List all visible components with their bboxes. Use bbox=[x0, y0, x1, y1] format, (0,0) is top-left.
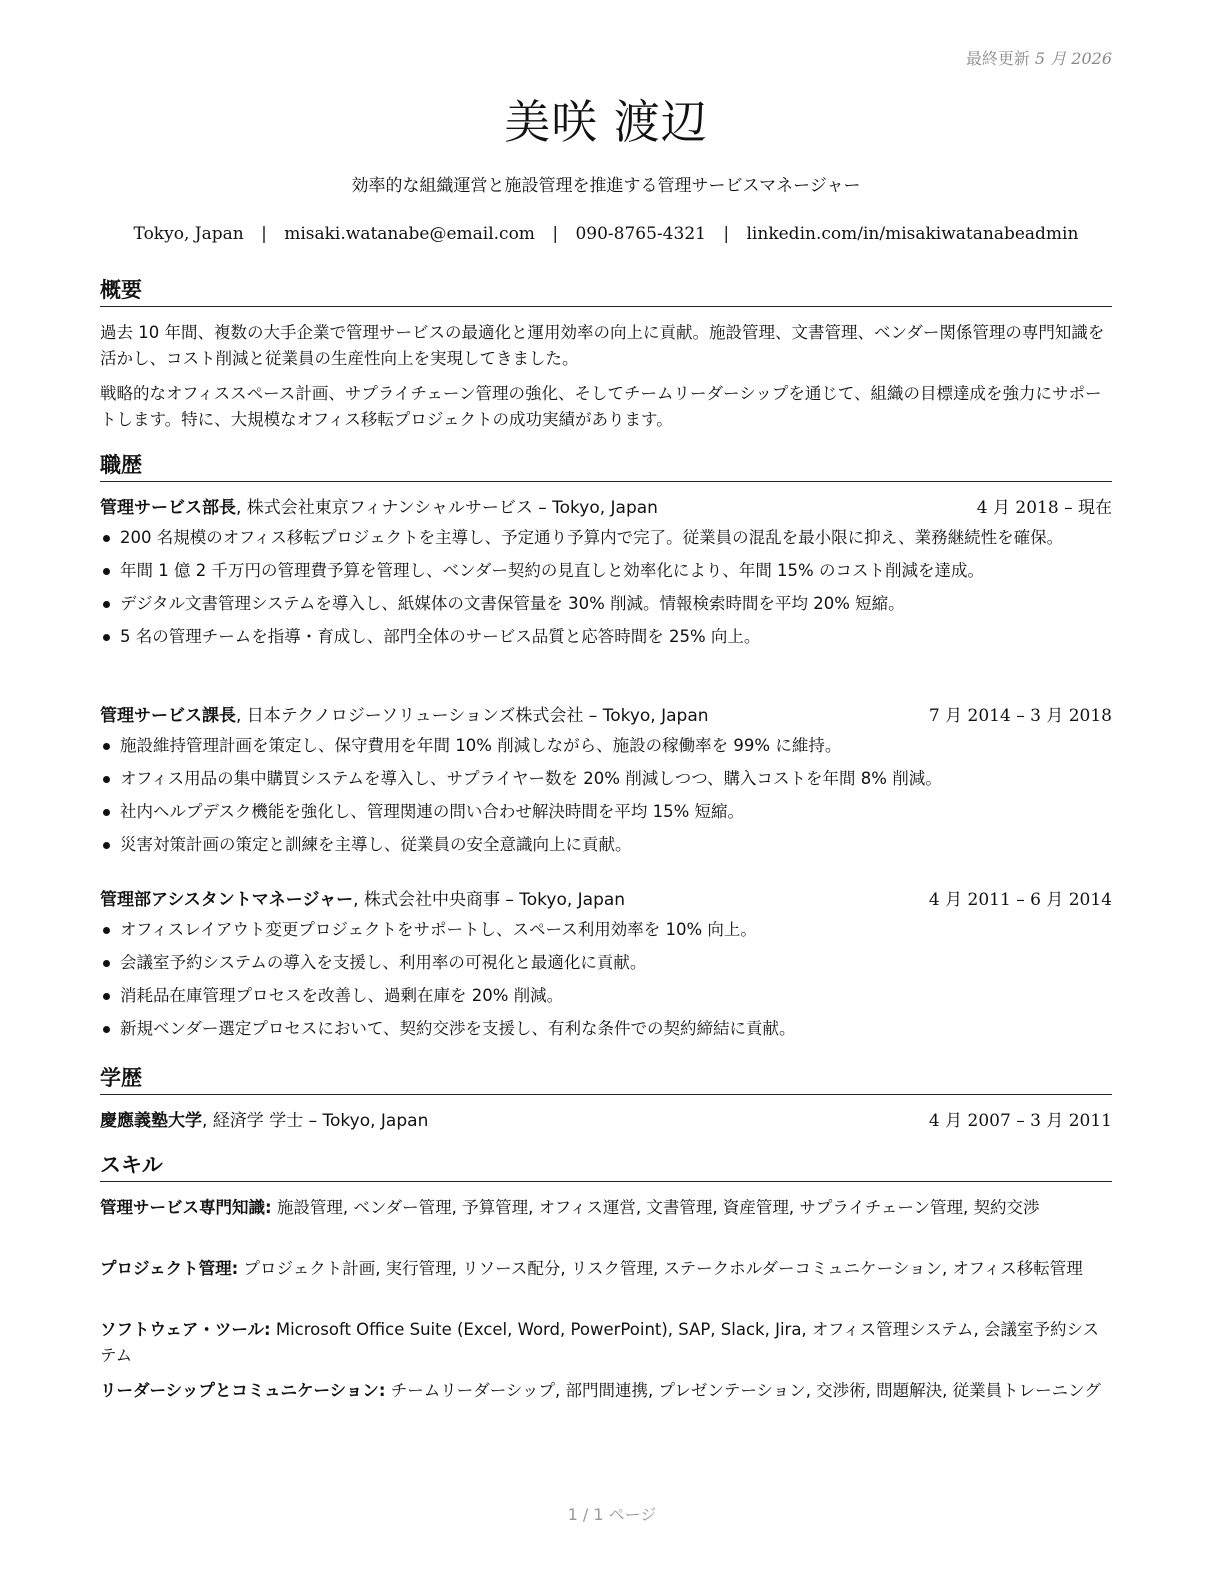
section-title-summary: 概要 bbox=[100, 277, 1112, 307]
page-number: 1 / 1 ページ bbox=[567, 1505, 657, 1524]
job-title: 管理サービス課長 bbox=[100, 706, 236, 726]
section-title-education: 学歴 bbox=[100, 1065, 1112, 1095]
list-item: 消耗品在庫管理プロセスを改善し、過剰在庫を 20% 削減。 bbox=[100, 983, 1112, 1009]
skill-value: 施設管理, ベンダー管理, 予算管理, オフィス運営, 文書管理, 資産管理, サプライチェーン管理, 契約交渉 bbox=[271, 1198, 1040, 1217]
contact-email[interactable]: misaki.watanabe@email.com bbox=[284, 224, 535, 244]
list-item: 年間 1 億 2 千万円の管理費予算を管理し、ベンダー契約の見直しと効率化により、年間 15% のコスト削減を達成。 bbox=[100, 558, 1112, 584]
list-item: 施設維持管理計画を策定し、保守費用を年間 10% 削減しながら、施設の稼働率を 99% に維持。 bbox=[100, 733, 1112, 759]
contact-separator: | bbox=[552, 224, 559, 244]
last-updated-prefix: 最終更新 bbox=[965, 49, 1030, 68]
job-bullets bbox=[100, 733, 1112, 865]
list-item: オフィス用品の集中購買システムを導入し、サプライヤー数を 20% 削減しつつ、購入コストを年間 8% 削減。 bbox=[100, 766, 1112, 792]
job-title: 管理部アシスタントマネージャー bbox=[100, 890, 354, 910]
tagline: 効率的な組織運営と施設管理を推進する管理サービスマネージャー bbox=[351, 176, 861, 196]
education-school: 慶應義塾大学 bbox=[100, 1111, 202, 1131]
contact-line bbox=[100, 224, 1112, 244]
job-heading bbox=[100, 704, 1112, 728]
contact-location: Tokyo, Japan bbox=[133, 224, 244, 244]
skill-row bbox=[100, 1317, 1112, 1369]
list-item: デジタル文書管理システムを導入し、紙媒体の文書保管量を 30% 削減。情報検索時間を平均 20% 短縮。 bbox=[100, 591, 1112, 617]
list-item: 災害対策計画の策定と訓練を主導し、従業員の安全意識向上に貢献。 bbox=[100, 832, 1112, 858]
job-heading bbox=[100, 888, 1112, 912]
job-bullets bbox=[100, 917, 1112, 1049]
education-degree: , 経済学 学士 – Tokyo, Japan bbox=[202, 1111, 429, 1131]
skill-row bbox=[100, 1195, 1112, 1221]
candidate-name: 美咲 渡辺 bbox=[504, 95, 708, 149]
list-item: 5 名の管理チームを指導・育成し、部門全体のサービス品質と応答時間を 25% 向上。 bbox=[100, 624, 1112, 650]
skill-label: リーダーシップとコミュニケーション: bbox=[100, 1381, 386, 1400]
list-item: 社内ヘルプデスク機能を強化し、管理関連の問い合わせ解決時間を平均 15% 短縮。 bbox=[100, 799, 1112, 825]
job-title: 管理サービス部長 bbox=[100, 498, 236, 518]
job-company: , 日本テクノロジーソリューションズ株式会社 – Tokyo, Japan bbox=[236, 706, 709, 726]
job-heading bbox=[100, 496, 1112, 520]
skill-value: Microsoft Office Suite (Excel, Word, PowerPoint), SAP, Slack, Jira, オフィス管理システム, 会議室予約システム bbox=[100, 1320, 1099, 1365]
skill-row bbox=[100, 1256, 1112, 1282]
skill-label: ソフトウェア・ツール: bbox=[100, 1320, 271, 1339]
section-title-skills: スキル bbox=[100, 1152, 1112, 1182]
section-title-experience: 職歴 bbox=[100, 452, 1112, 482]
list-item: オフィスレイアウト変更プロジェクトをサポートし、スペース利用効率を 10% 向上。 bbox=[100, 917, 1112, 943]
job-dates: 7 月 2014 – 3 月 2018 bbox=[928, 706, 1112, 726]
skill-value: チームリーダーシップ, 部門間連携, プレゼンテーション, 交渉術, 問題解決, 従業員トレーニング bbox=[385, 1381, 1101, 1400]
education-dates: 4 月 2007 – 3 月 2011 bbox=[928, 1111, 1112, 1131]
skill-value: プロジェクト計画, 実行管理, リソース配分, リスク管理, ステークホルダーコミュニケーション, オフィス移転管理 bbox=[238, 1259, 1083, 1278]
last-updated-date: 5 月 2026 bbox=[1034, 49, 1112, 68]
job-dates: 4 月 2018 – 現在 bbox=[976, 498, 1112, 518]
job-dates: 4 月 2011 – 6 月 2014 bbox=[928, 890, 1112, 910]
contact-separator: | bbox=[261, 224, 267, 244]
education-entry bbox=[100, 1109, 1112, 1133]
contact-linkedin[interactable]: linkedin.com/in/misakiwatanabeadmin bbox=[746, 224, 1079, 244]
job-company: , 株式会社中央商事 – Tokyo, Japan bbox=[353, 890, 626, 910]
job-company: , 株式会社東京フィナンシャルサービス – Tokyo, Japan bbox=[236, 498, 658, 518]
skill-label: プロジェクト管理: bbox=[100, 1259, 239, 1278]
list-item: 新規ベンダー選定プロセスにおいて、契約交渉を支援し、有利な条件での契約締結に貢献。 bbox=[100, 1016, 1112, 1042]
job-bullets bbox=[100, 525, 1112, 657]
contact-phone[interactable]: 090-8765-4321 bbox=[575, 224, 706, 244]
list-item: 会議室予約システムの導入を支援し、利用率の可視化と最適化に貢献。 bbox=[100, 950, 1112, 976]
skill-label: 管理サービス専門知識: bbox=[100, 1198, 272, 1217]
list-item: 200 名規模のオフィス移転プロジェクトを主導し、予定通り予算内で完了。従業員の混乱を最小限に抑え、業務継続性を確保。 bbox=[100, 525, 1112, 551]
summary-paragraph: 戦略的なオフィススペース計画、サプライチェーン管理の強化、そしてチームリーダーシップを通じて、組織の目標達成を強力にサポートします。特に、大規模なオフィス移転プロジェクトの成功実績があります。 bbox=[100, 384, 1102, 429]
last-updated bbox=[966, 46, 1112, 69]
summary-paragraph: 過去 10 年間、複数の大手企業で管理サービスの最適化と運用効率の向上に貢献。施設管理、文書管理、ベンダー関係管理の専門知識を活かし、コスト削減と従業員の生産性向上を実現してきました。 bbox=[100, 323, 1105, 368]
skill-row bbox=[100, 1378, 1112, 1404]
contact-separator: | bbox=[723, 224, 730, 244]
